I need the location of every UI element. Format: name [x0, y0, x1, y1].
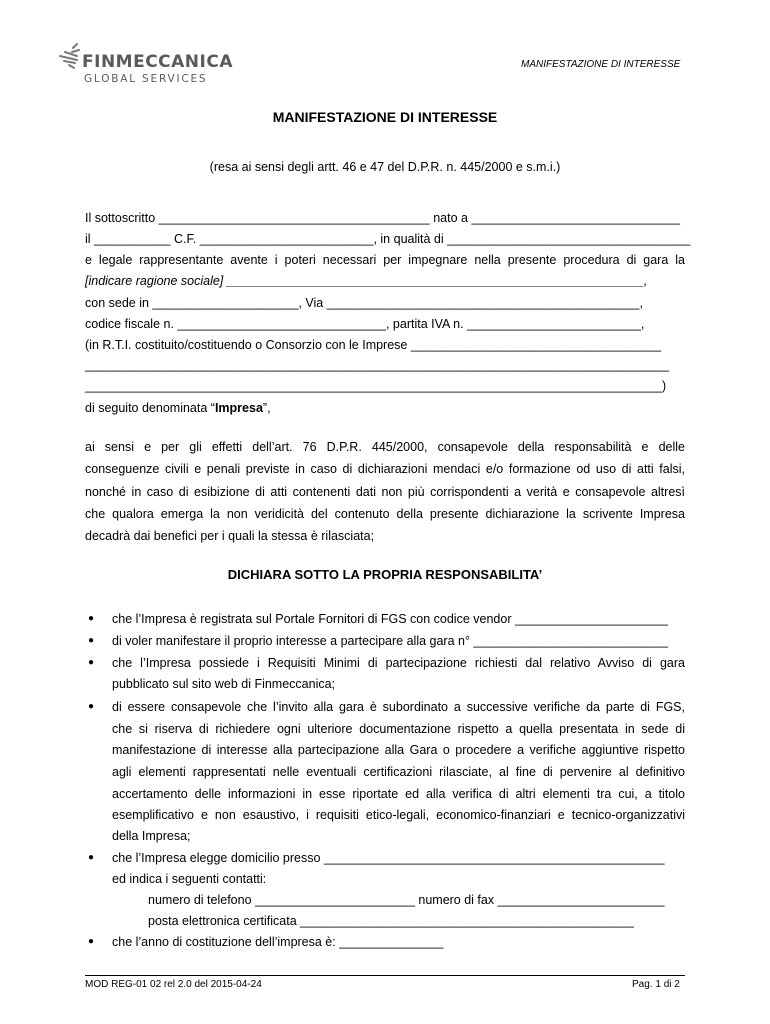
- bullet-icon: ●: [88, 701, 95, 712]
- bullet-icon: ●: [88, 613, 95, 624]
- bullet-icon: ●: [88, 657, 95, 668]
- bullet-item-vendor: che l’Impresa è registrata sul Portale Fornitori di FGS con codice vendor ______________________: [112, 612, 668, 626]
- form-line-impresa: di seguito denominata “Impresa”,: [85, 401, 271, 415]
- form-line-representative: e legale rappresentante avente i poteri necessari per impegnare nella presente procedura di gara la: [85, 253, 685, 267]
- form-line-blank-1: ____________________________________________________________________________________: [85, 358, 669, 372]
- intro-line: che qualora emerga la non veridicità del contenuto della presente dichiarazione la scrivente Impresa: [85, 507, 685, 521]
- bullet-item-verification: di essere consapevole che l’invito alla gara è subordinato a successive verifiche da parte di FGS,: [112, 700, 685, 714]
- header-doc-label: MANIFESTAZIONE DI INTERESSE: [521, 59, 681, 70]
- bullet-icon: ●: [88, 936, 95, 947]
- intro-line: ai sensi e per gli effetti dell’art. 76 D.P.R. 445/2000, consapevole della responsabilità e delle: [85, 440, 685, 454]
- intro-line: conseguenze civili e penali previste in caso di dichiarazioni mendaci e/o formazione od uso di atti falsi,: [85, 462, 685, 476]
- footer-page-number: Pag. 1 di 2: [632, 979, 680, 990]
- logo-subtitle: GLOBAL SERVICES: [84, 73, 208, 85]
- contact-phone-fax: numero di telefono _______________________ numero di fax ________________________: [148, 893, 665, 907]
- bullet-item-founding-year: che l’anno di costituzione dell’impresa è: _______________: [112, 935, 444, 949]
- intro-line: decadrà dai benefici per i quali la stessa è rilasciata;: [85, 529, 375, 543]
- bullet-item-requirements-cont: pubblicato sul sito web di Finmeccanica;: [112, 677, 336, 691]
- bullet-item-verification-cont: della Impresa;: [112, 829, 191, 843]
- form-line-birth-cf: il ___________ C.F. _________________________, in qualità di ___________________________________: [85, 232, 691, 246]
- form-line-address: con sede in _____________________, Via _____________________________________________,: [85, 296, 643, 310]
- bullet-item-verification-cont: agli elementi rappresentati nelle eventuali certificazioni rilasciate, al fine di pervenire al definitivo: [112, 765, 685, 779]
- bullet-icon: ●: [88, 635, 95, 646]
- declaration-heading: DICHIARA SOTTO LA PROPRIA RESPONSABILITA’: [227, 567, 543, 582]
- contact-pec: posta elettronica certificata ________________________________________________: [148, 914, 634, 928]
- bullet-item-verification-cont: che si riserva di richiedere ogni ulteriore documentazione rispetto a quella presentata in sede di: [112, 722, 685, 736]
- bullet-icon: ●: [88, 852, 95, 863]
- bullet-item-interest: di voler manifestare il proprio interesse a partecipare alla gara n° ____________________________: [112, 634, 669, 648]
- form-line-blank-2: ___________________________________________________________________________________): [85, 379, 667, 393]
- form-line-signer: Il sottoscritto _______________________________________ nato a ______________________________: [85, 211, 681, 225]
- bullet-item-verification-cont: manifestazione di interesse alla partecipazione alla Gara o procedere a verifiche aggiuntive rispetto: [112, 743, 685, 757]
- bullet-item-verification-cont: esemplificativo e non esaustivo, i requisiti etico-legali, economico-finanziari e tecnico-organizzativi: [112, 808, 685, 822]
- bullet-item-verification-cont: accertamento delle informazioni in esse riportate ed alla verifica di altri elementi tra cui, a titolo: [112, 787, 685, 801]
- page-title: MANIFESTAZIONE DI INTERESSE: [272, 109, 498, 125]
- bullet-item-domicile: che l’Impresa elegge domicilio presso _________________________________________________: [112, 851, 665, 865]
- form-line-rti: (in R.T.I. costituito/costituendo o Consorzio con le Imprese ____________________________________: [85, 338, 662, 352]
- form-line-tax-ids: codice fiscale n. ______________________________, partita IVA n. _________________________,: [85, 317, 645, 331]
- logo-wordmark: FINMECCANICA: [82, 52, 233, 72]
- page-subtitle: (resa ai sensi degli artt. 46 e 47 del D.P.R. n. 445/2000 e s.m.i.): [209, 160, 561, 174]
- footer-divider: [85, 975, 685, 976]
- bullet-item-domicile-cont: ed indica i seguenti contatti:: [112, 872, 267, 886]
- footer-doc-code: MOD REG-01 02 rel 2.0 del 2015-04-24: [85, 979, 262, 990]
- impresa-term: Impresa: [214, 401, 263, 415]
- intro-line: nonché in caso di esibizione di atti contenenti dati non più corrispondenti a verità e consapevole altresì: [85, 485, 685, 499]
- finmeccanica-logo-icon: [55, 42, 81, 72]
- form-line-company-name: [indicare ragione sociale] ____________________________________________________________,: [85, 274, 648, 288]
- bullet-item-requirements: che l’Impresa possiede i Requisiti Minimi di partecipazione richiesti dal relativo Avviso di gara: [112, 656, 685, 670]
